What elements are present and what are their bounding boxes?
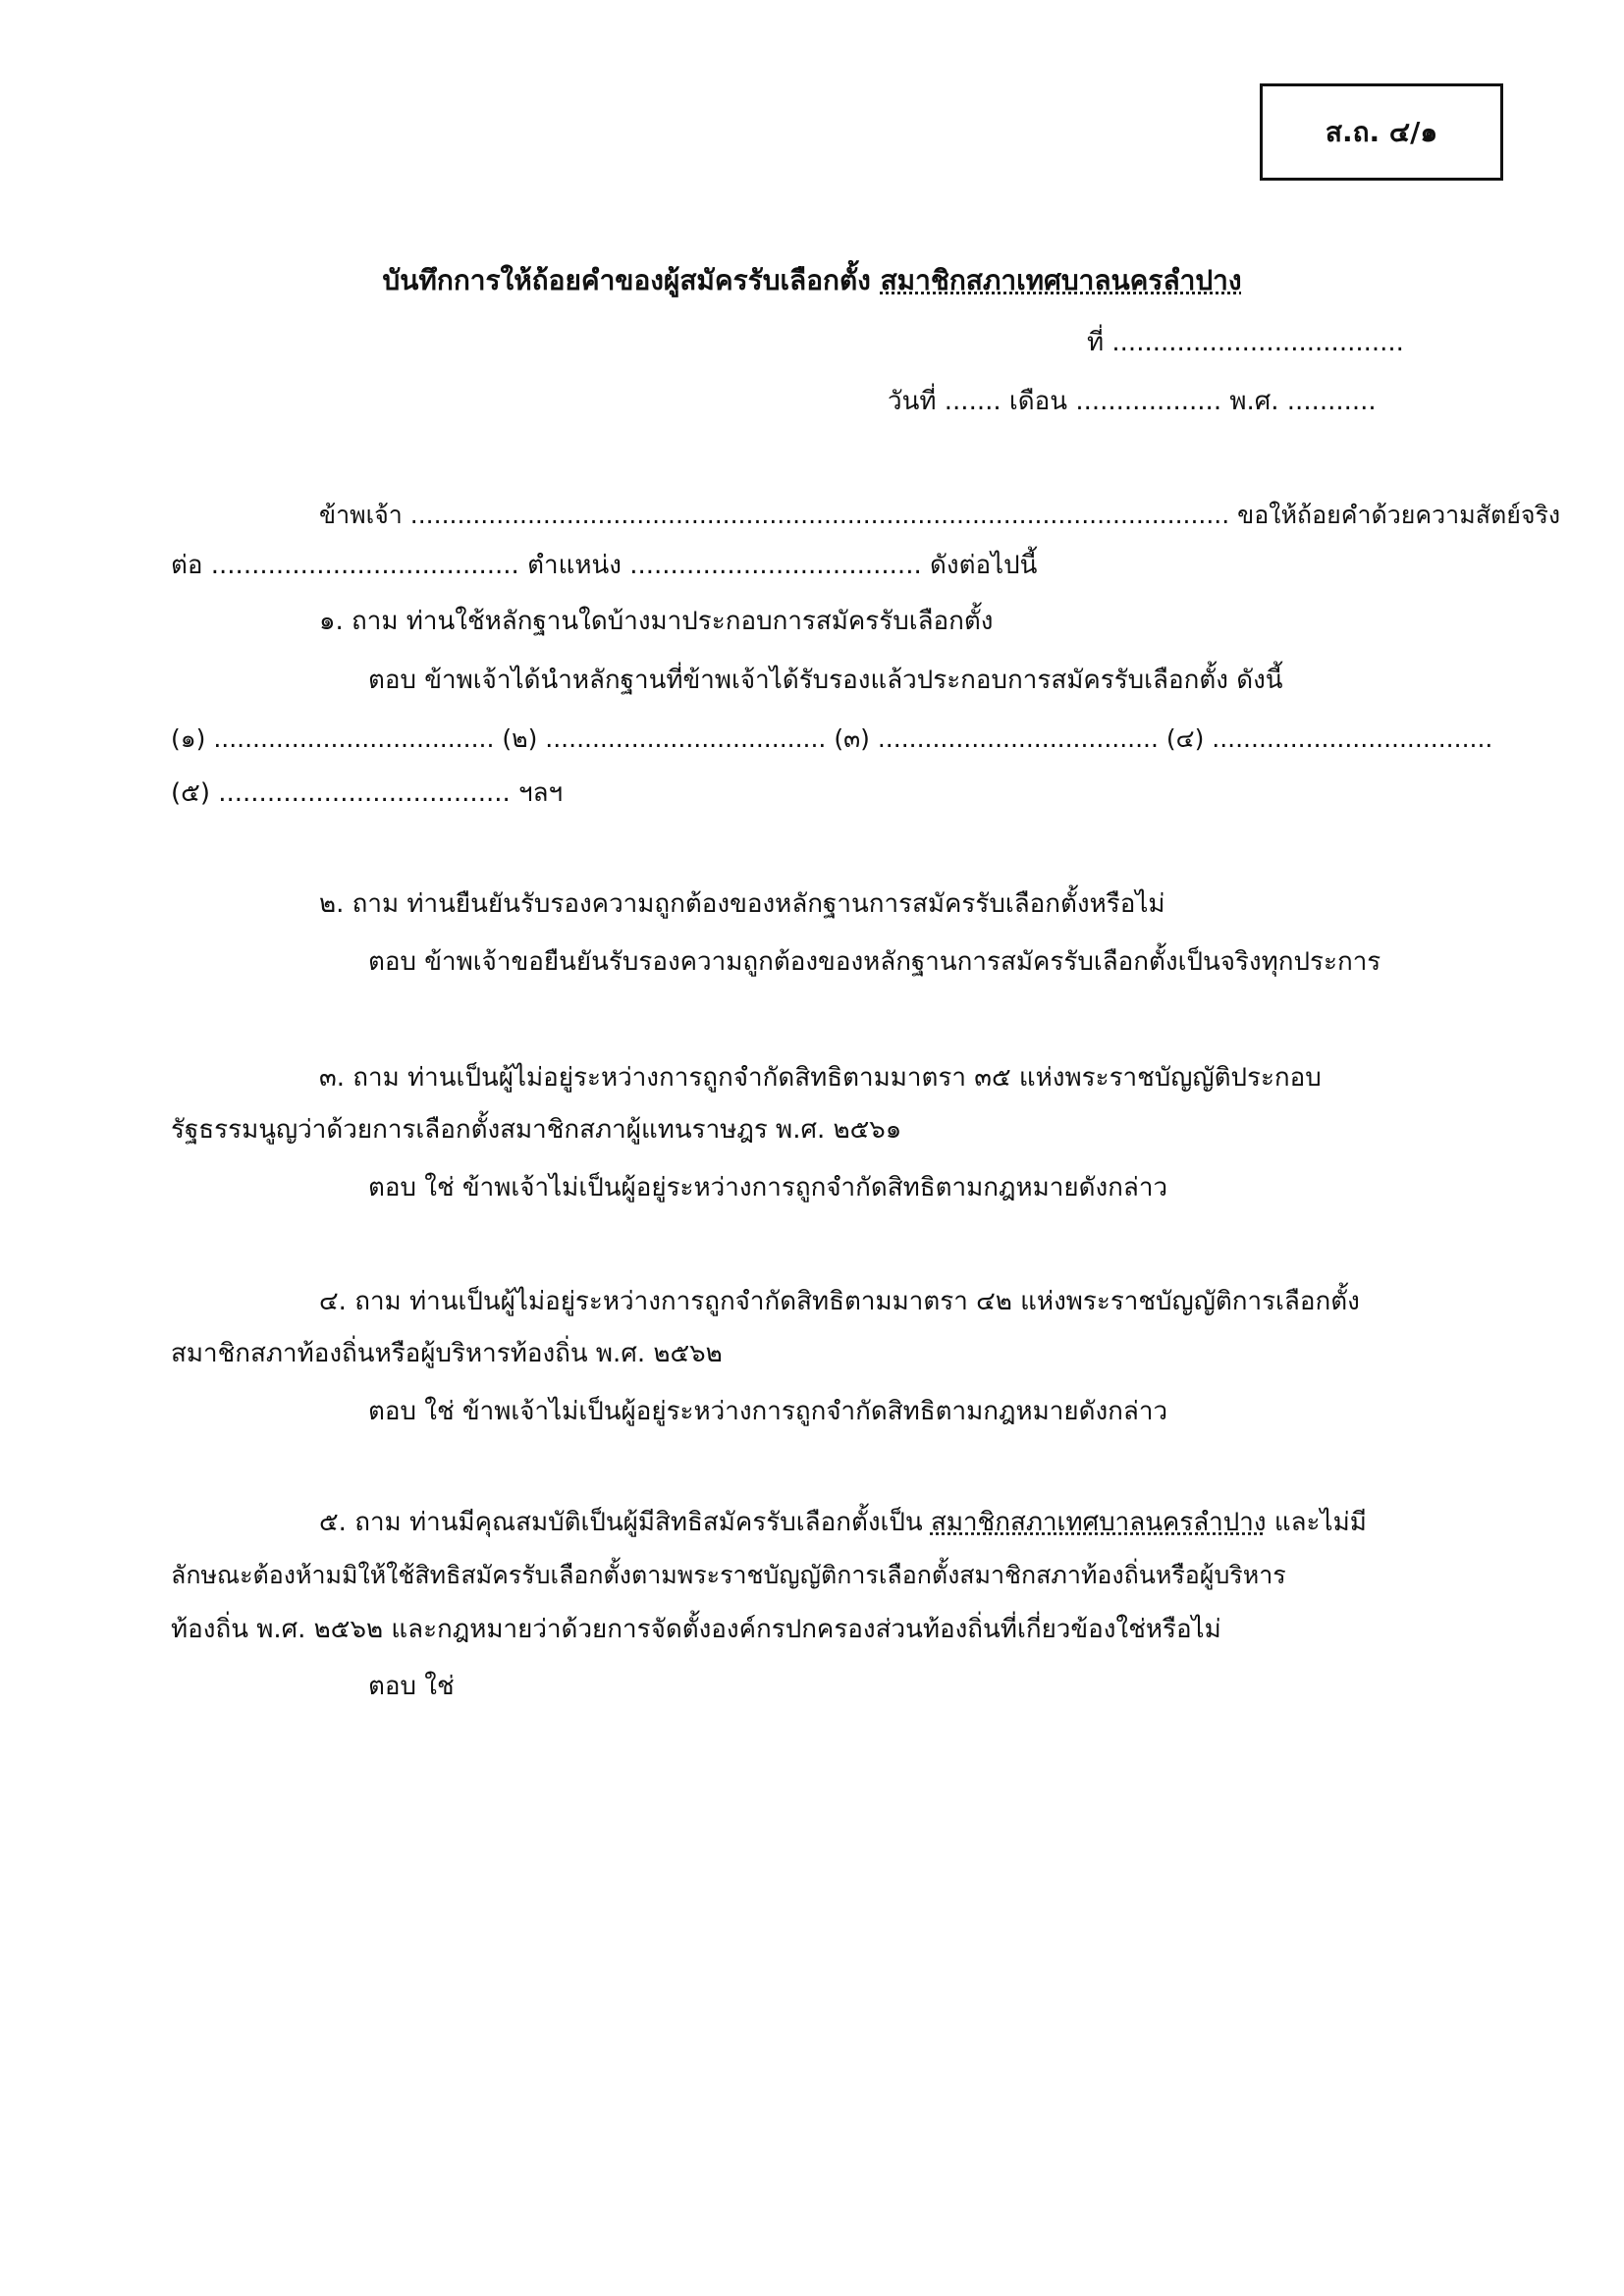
q4-answer: ตอบ ใช่ ข้าพเจ้าไม่เป็นผู้อยู่ระหว่างการถูกจำกัดสิทธิตามกฎหมายดังกล่าว	[368, 1397, 1168, 1426]
document-date-line: วันที่ ....... เดือน .................. พ.ศ. ...........	[888, 387, 1377, 416]
document-number-line: ที่ ....................................	[1087, 328, 1404, 357]
form-code: ส.ถ. ๔/๑	[1325, 115, 1438, 148]
q5-question-line-3: ท้องถิ่น พ.ศ. ๒๕๖๒ และกฎหมายว่าด้วยการจัดตั้งองค์กรปกครองส่วนท้องถิ่นที่เกี่ยวข้องใช่หรือไม่	[171, 1615, 1221, 1644]
q5-question-text: ๕. ถาม ท่านมีคุณสมบัติเป็นผู้มีสิทธิสมัครรับเลือกตั้งเป็น	[319, 1508, 923, 1537]
q5-question-line-2: ลักษณะต้องห้ามมิให้ใช้สิทธิสมัครรับเลือกตั้งตามพระราชบัญญัติการเลือกตั้งสมาชิกสภาท้องถิ่นหรือผู้บริหาร	[171, 1561, 1286, 1589]
q1-question: ๑. ถาม ท่านใช้หลักฐานใดบ้างมาประกอบการสมัครรับเลือกตั้ง	[319, 607, 994, 636]
q2-answer: ตอบ ข้าพเจ้าขอยืนยันรับรองความถูกต้องของหลักฐานการสมัครรับเลือกตั้งเป็นจริงทุกประการ	[368, 947, 1381, 977]
q5-question-text-end: และไม่มี	[1273, 1508, 1367, 1537]
q3-question-line-1: ๓. ถาม ท่านเป็นผู้ไม่อยู่ระหว่างการถูกจำกัดสิทธิตามมาตรา ๓๕ แห่งพระราชบัญญัติประกอบ	[319, 1063, 1322, 1093]
q5-office: สมาชิกสภาเทศบาลนครลำปาง	[930, 1508, 1267, 1537]
intro-line-2: ต่อ ...................................... ตำแหน่ง .................................... ดังต่อไปนี้	[171, 551, 1038, 580]
title-prefix: บันทึกการให้ถ้อยคำของผู้สมัครรับเลือกตั้ง	[382, 264, 871, 296]
q3-question-line-2: รัฐธรรมนูญว่าด้วยการเลือกตั้งสมาชิกสภาผู้แทนราษฎร พ.ศ. ๒๕๖๑	[171, 1115, 902, 1145]
document-title	[0, 264, 1624, 296]
intro-line-1: ข้าพเจ้า ......................................................................................................... ขอให้ถ้อยคำด้วยความสัตย์จริง	[319, 501, 1561, 529]
q4-question-line-2: สมาชิกสภาท้องถิ่นหรือผู้บริหารท้องถิ่น พ.ศ. ๒๕๖๒	[171, 1339, 723, 1368]
q2-question: ๒. ถาม ท่านยืนยันรับรองความถูกต้องของหลักฐานการสมัครรับเลือกตั้งหรือไม่	[319, 889, 1165, 919]
form-code-box	[1260, 83, 1503, 181]
q1-answer: ตอบ ข้าพเจ้าได้นำหลักฐานที่ข้าพเจ้าได้รับรองแล้วประกอบการสมัครรับเลือกตั้ง ดังนี้	[368, 666, 1283, 695]
q4-question-line-1: ๔. ถาม ท่านเป็นผู้ไม่อยู่ระหว่างการถูกจำกัดสิทธิตามมาตรา ๔๒ แห่งพระราชบัญญัติการเลือกตั้ง	[319, 1287, 1360, 1316]
q3-answer: ตอบ ใช่ ข้าพเจ้าไม่เป็นผู้อยู่ระหว่างการถูกจำกัดสิทธิตามกฎหมายดังกล่าว	[368, 1173, 1168, 1202]
title-office: สมาชิกสภาเทศบาลนครลำปาง	[880, 264, 1242, 296]
q5-question-line-1	[319, 1510, 1367, 1535]
q1-evidence-list-2: (๕) .................................... ฯลฯ	[171, 778, 564, 808]
q1-evidence-list-1: (๑) .................................... (๒) .................................... (๓) .................................... (๔) ....................................	[171, 724, 1493, 753]
q5-answer: ตอบ ใช่	[368, 1672, 455, 1701]
